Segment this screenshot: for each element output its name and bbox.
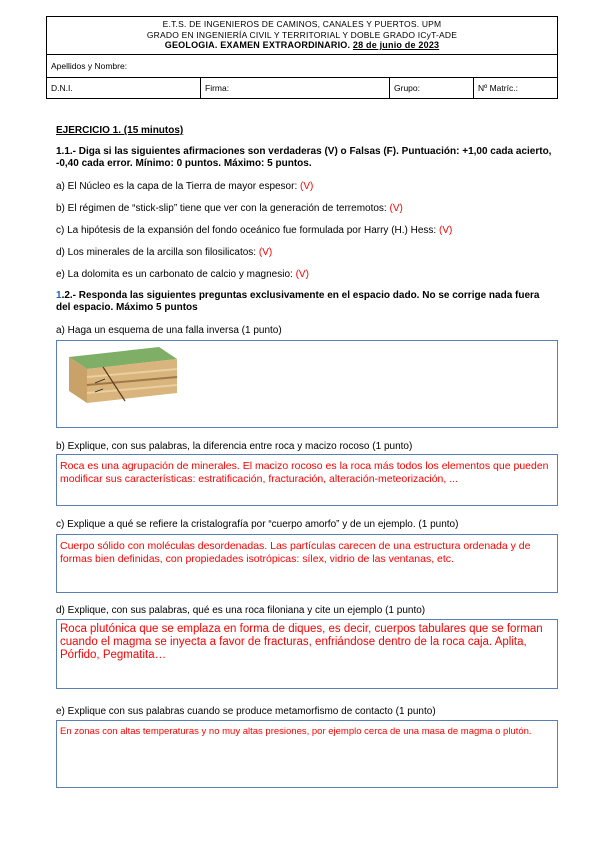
tf-item-a: a) El Núcleo es la capa de la Tierra de mayor espesor: (V) (56, 181, 314, 192)
question-d: d) Explique, con sus palabras, qué es una roca filoniana y cite un ejemplo (1 punto) (56, 605, 426, 616)
question-c: c) Explique a qué se refiere la cristalografía por “cuerpo amorfo” y de un ejemplo. (1 punto) (56, 519, 459, 530)
matric-field[interactable]: Nº Matríc.: (474, 77, 558, 98)
header-title-cell (47, 17, 558, 55)
tf-answer-c: (V) (438, 225, 453, 236)
tf-item-c: c) La hipótesis de la expansión del fondo oceánico fue formulada por Harry (H.) Hess: (V) (56, 225, 453, 236)
exam-title: GEOLOGIA. EXAMEN EXTRAORDINARIO. 28 de junio de 2023 (164, 40, 440, 50)
question-1-1-title: 1.1.- Diga si las siguientes afirmaciones son verdaderas (V) o Falsas (F). Puntuación: +1,00 cada acierto, -0,40 cada error. Mínimo: 0 puntos. Máximo: 5 puntos. (56, 146, 552, 169)
tf-item-d: d) Los minerales de la arcilla son filosilicatos: (V) (56, 247, 273, 258)
answer-box-d[interactable] (56, 619, 558, 689)
exam-date: 28 de junio de 2023 (352, 40, 440, 50)
tf-answer-a: (V) (300, 181, 314, 192)
answer-d-text: Roca plutónica que se emplaza en forma de diques, es decir, cuerpos tabulares que se forman cuando el magma se inyecta a favor de fracturas, enfriándose dentro de la roca caja. Aplita, Pórfido, Pegmatita… (60, 623, 543, 661)
tf-answer-b: (V) (389, 203, 403, 214)
answer-box-c[interactable] (56, 534, 558, 593)
answer-c-text: Cuerpo sólido con moléculas desordenadas. Las partículas carecen de una estructura ordenada y de formas bien definidas, con propiedades isotrópicas: sílex, vidrio de las ventanas, etc. (60, 540, 531, 565)
answer-box-e[interactable] (56, 720, 558, 788)
answer-b-text: Roca es una agrupación de minerales. El macizo rocoso es la roca más todos los elementos que pueden modificar sus características: estratificación, fracturación, alteración-meteorización, ... (60, 460, 549, 485)
tf-item-e: e) La dolomita es un carbonato de calcio y magnesio: (V) (56, 269, 309, 280)
question-a: a) Haga un esquema de una falla inversa (1 punto) (56, 325, 282, 336)
degree-name: GRADO EN INGENIERÍA CIVIL Y TERRITORIAL Y DOBLE GRADO ICyT-ADE (146, 29, 458, 40)
name-field[interactable]: Apellidos y Nombre: (47, 54, 558, 77)
firma-field[interactable]: Firma: (201, 77, 390, 98)
question-b: b) Explique, con sus palabras, la diferencia entre roca y macizo rocoso (1 punto) (56, 441, 413, 452)
tf-answer-d: (V) (258, 247, 273, 258)
exercise-title: EJERCICIO 1. (15 minutos) (56, 125, 184, 136)
reverse-fault-diagram (63, 343, 181, 407)
answer-box-b[interactable] (56, 454, 558, 506)
answer-box-a[interactable] (56, 340, 558, 428)
tf-item-b: b) El régimen de “stick-slip” tiene que ver con la generación de terremotos: (V) (56, 203, 403, 214)
dni-field[interactable]: D.N.I. (47, 77, 201, 98)
answer-e-text: En zonas con altas temperaturas y no muy altas presiones, por ejemplo cerca de una masa de magma o plutón. (60, 726, 532, 737)
school-name: E.T.S. DE INGENIEROS DE CAMINOS, CANALES Y PUERTOS. UPM (162, 19, 442, 29)
grupo-field[interactable]: Grupo: (390, 77, 474, 98)
exam-header-table (46, 16, 558, 99)
tf-answer-e: (V) (295, 269, 309, 280)
question-e: e) Explique con sus palabras cuando se produce metamorfismo de contacto (1 punto) (56, 706, 436, 717)
question-1-2-title: 1.2.- Responda las siguientes preguntas exclusivamente en el espacio dado. No se corrige nada fuera del espacio. Máximo 5 puntos (56, 290, 540, 313)
